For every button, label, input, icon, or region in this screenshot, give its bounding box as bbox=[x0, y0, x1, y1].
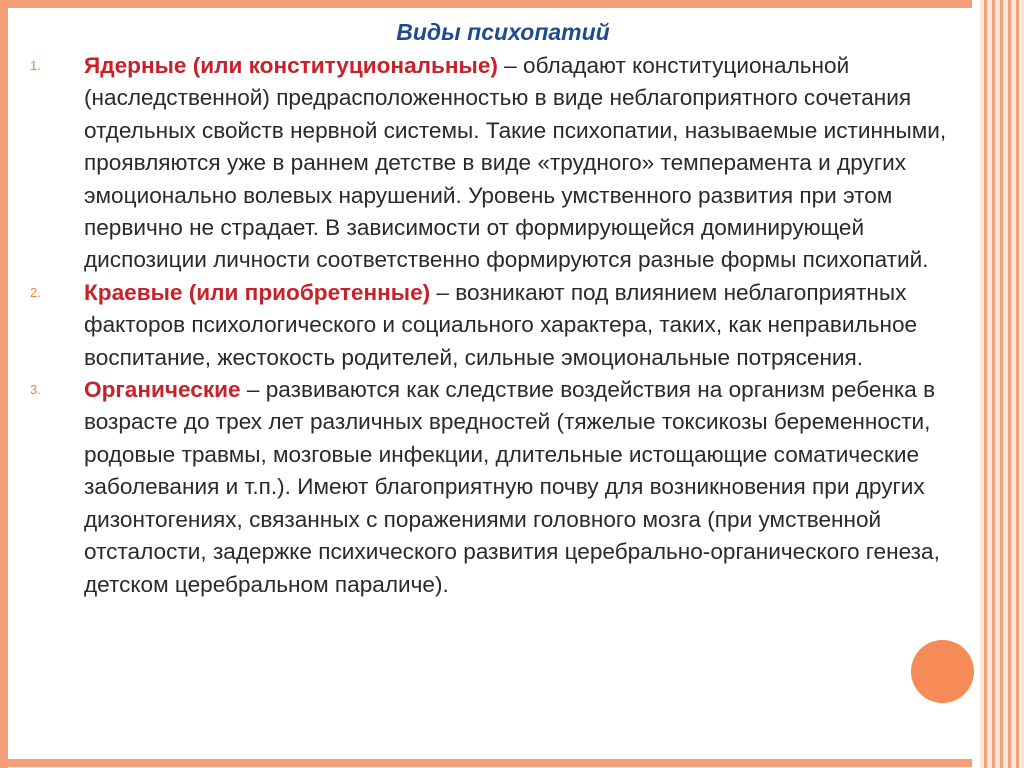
frame-left-bar bbox=[0, 0, 8, 768]
frame-bottom-bar bbox=[8, 759, 972, 767]
item-term: Краевые (или приобретенные) bbox=[84, 279, 431, 305]
item-description: – возникают под влиянием неблагоприятных факторов психологического и социального характера, таких, как неправильное воспитание, жестокость родителей, сильные эмоциональные потрясения. bbox=[84, 279, 918, 370]
item-number: 1. bbox=[30, 58, 41, 73]
item-number: 2. bbox=[30, 284, 41, 300]
item-text bbox=[84, 374, 973, 601]
item-term: Органические bbox=[84, 377, 241, 403]
item-number: 3. bbox=[30, 382, 41, 398]
item-term: Ядерные (или конституциональные) bbox=[84, 53, 498, 78]
slide-title: Виды психопатий bbox=[396, 19, 610, 45]
decorative-stripes bbox=[980, 0, 1024, 768]
psychopathy-list bbox=[28, 50, 973, 601]
frame-top-bar bbox=[8, 0, 972, 8]
item-description: – развиваются как следствие воздействия на организм ребенка в возрасте до трех лет различных вредностей (тяжелые токсикозы беременности, родовые травмы, мозговые инфекции, длительные истощающие соматические заболевания и т.п.). Имеют благоприятную почву для возникновения при других дизонтогениях, связанных с поражениями головного мозга (при умственной отсталости, задержке психического развития церебрально-органического генеза, детском церебральном параличе). bbox=[84, 377, 940, 597]
item-text bbox=[84, 50, 973, 277]
item-description: – обладают конституциональной (наследственной) предрасположенностью в виде неблагоприятного сочетания отдельных свойств нервной системы. Такие психопатии, называемые истинными, проявляются уже в раннем детстве в виде «трудного» темперамента и других эмоционально волевых нарушений. Уровень умственного развития при этом первично не страдает. В зависимости от формирующейся доминирующей диспозиции личности соответственно формируются разные формы психопатий. bbox=[84, 53, 947, 273]
list-item bbox=[28, 277, 973, 374]
list-item bbox=[28, 50, 973, 277]
decorative-circle bbox=[911, 640, 974, 703]
list-item bbox=[28, 374, 973, 601]
item-text bbox=[84, 277, 973, 374]
